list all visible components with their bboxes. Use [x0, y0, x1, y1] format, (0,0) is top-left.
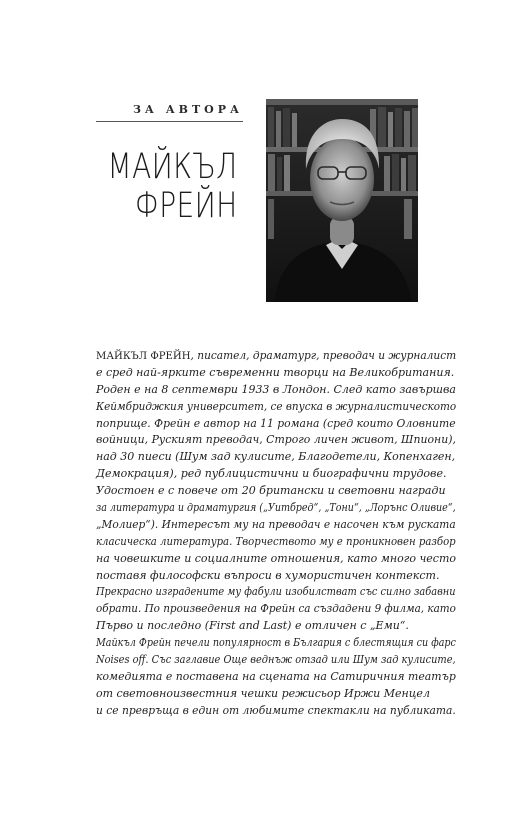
bio-line: Майкъл Фрейн печели популярност в България с блестящия си фарс [96, 636, 456, 650]
author-bio [96, 348, 456, 720]
bio-line: от световноизвестния чешки режисьор Иржи Менцел [96, 686, 430, 700]
bio-line: обрати. По произведения на Фрейн са създадени 9 филма, като [96, 602, 456, 616]
bio-line: Noises off. Със заглавие Още веднъж отзад или Шум зад кулисите, [96, 653, 456, 667]
bio-line: войници, Руският преводач, Строго личен живот, Шпиони), [96, 433, 456, 447]
bio-line-rest: , писател, драматург, преводач и журналист [190, 349, 457, 362]
author-last-name: ФРЕЙН [135, 186, 238, 226]
bio-line: за литература и драматургия („Уитбред“, „Тони“, „Лорънс Оливие“, [96, 501, 456, 515]
bio-line: класическа литература. Творчеството му е проникновен разбор [96, 534, 456, 548]
bio-line: поприще. Фрейн е автор на 11 романа (сред които Оловните [96, 416, 456, 430]
bio-line: комедията е поставена на сцената на Сатиричния театър [96, 669, 456, 683]
bio-line: е сред най-ярките съвременни творци на Великобритания. [96, 365, 455, 379]
bio-line: Кеймбриджкия университет, се впуска в журналистическото [96, 399, 457, 413]
header-rule [96, 121, 243, 122]
bio-line: и се превръща в един от любимите спектакли на публиката. [96, 703, 456, 717]
bio-line: Прекрасно изградените му фабули изобилстват със силно забавни [96, 585, 456, 599]
author-first-name: МАЙКЪЛ [107, 147, 238, 187]
bio-line: „Молиер“). Интересът му на преводач е насочен към руската [96, 517, 456, 531]
bio-line: Първо и последно (First and Last) е отличен с „Еми“. [96, 619, 409, 633]
author-portrait-icon [266, 99, 418, 302]
bio-lead-name: МАЙКЪЛ ФРЕЙН [96, 350, 191, 362]
bio-line: Роден е на 8 септември 1933 в Лондон. След като завършва [96, 382, 456, 396]
author-photo [266, 99, 418, 302]
bio-line: поставя философски въпроси в хумористичен контекст. [96, 568, 440, 582]
bio-line: Демокрация), ред публицистични и биографични трудове. [96, 467, 447, 481]
author-name [108, 148, 238, 226]
bio-line [96, 348, 457, 365]
bio-line: на човешките и социалните отношения, като много често [96, 551, 457, 565]
section-label: ЗА АВТОРА [133, 103, 243, 116]
bio-line: над 30 пиеси (Шум зад кулисите, Благодетели, Копенхаген, [96, 450, 456, 464]
bio-line: Удостоен е с повече от 20 британски и световни награди [96, 484, 446, 498]
